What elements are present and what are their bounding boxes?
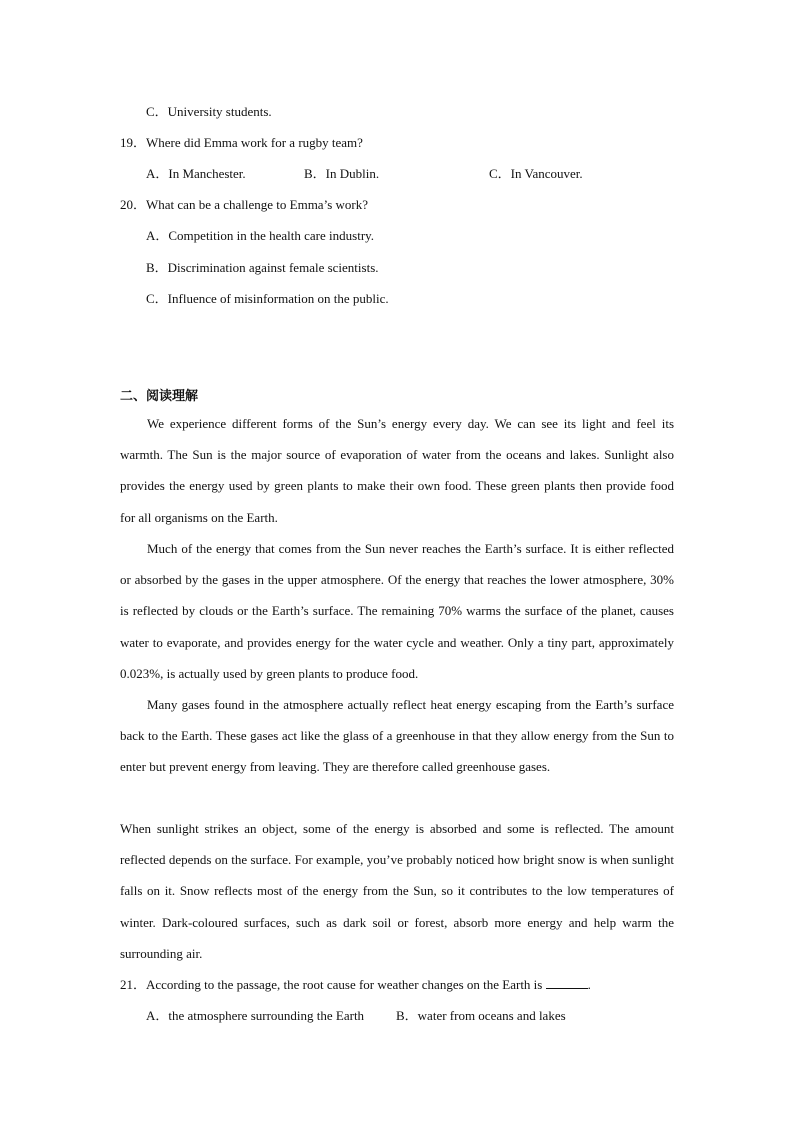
q20-option-b[interactable]: B．Discrimination against female scientists. <box>146 260 379 275</box>
passage-paragraph-4: When sunlight strikes an object, some of the energy is absorbed and some is reflected. The amount reflected depends on the surface. For example, you’ve probably noticed how bright snow is when sunlight falls on it. Snow reflects most of the energy from the Sun, so it contributes to the low temperatures of winter. Dark-coloured surfaces, such as dark soil or forest, absorb more energy and help warm the surrounding air. <box>120 821 674 961</box>
q21-answer-blank[interactable] <box>546 976 588 989</box>
q19-option-b[interactable]: B．In Dublin. <box>304 166 380 181</box>
q21-stem-end: . <box>587 977 591 992</box>
q21-option-b[interactable]: B．water from oceans and lakes <box>396 1008 566 1023</box>
passage-paragraph-3: Many gases found in the atmosphere actually reflect heat energy escaping from the Earth’s surface back to the Earth. These gases act like the glass of a greenhouse in that they allow energy from the Sun to enter but prevent energy from leaving. They are therefore called greenhouse gases. <box>120 697 674 775</box>
q21-option-a[interactable]: A．the atmosphere surrounding the Earth <box>146 1008 365 1023</box>
q19-option-a[interactable]: A．In Manchester. <box>146 166 246 181</box>
section-title: 二、阅读理解 <box>120 389 199 404</box>
q21-stem: 21．According to the passage, the root cause for weather changes on the Earth is <box>120 977 543 992</box>
q18-option-c[interactable]: C．University students. <box>146 104 272 119</box>
passage-paragraph-1: We experience different forms of the Sun’s energy every day. We can see its light and feel its warmth. The Sun is the major source of evaporation of water from the oceans and lakes. Sunlight also provides the energy used by green plants to make their own food. These green plants then provide food for all organisms on the Earth. <box>120 416 674 525</box>
q19-stem: 19．Where did Emma work for a rugby team? <box>120 135 363 150</box>
q19-option-c[interactable]: C．In Vancouver. <box>489 166 583 181</box>
passage-paragraph-2: Much of the energy that comes from the Sun never reaches the Earth’s surface. It is either reflected or absorbed by the gases in the upper atmosphere. Of the energy that reaches the lower atmosphere, 30% is reflected by clouds or the Earth’s surface. The remaining 70% warms the surface of the planet, causes water to evaporate, and provides energy for the water cycle and weather. Only a tiny part, approximately 0.023%, is actually used by green plants to produce food. <box>120 541 674 681</box>
q21-stem-line <box>120 976 591 994</box>
q20-option-a[interactable]: A．Competition in the health care industry. <box>146 228 375 243</box>
q20-option-c[interactable]: C．Influence of misinformation on the public. <box>146 291 389 306</box>
q20-stem: 20．What can be a challenge to Emma’s work? <box>120 197 368 212</box>
